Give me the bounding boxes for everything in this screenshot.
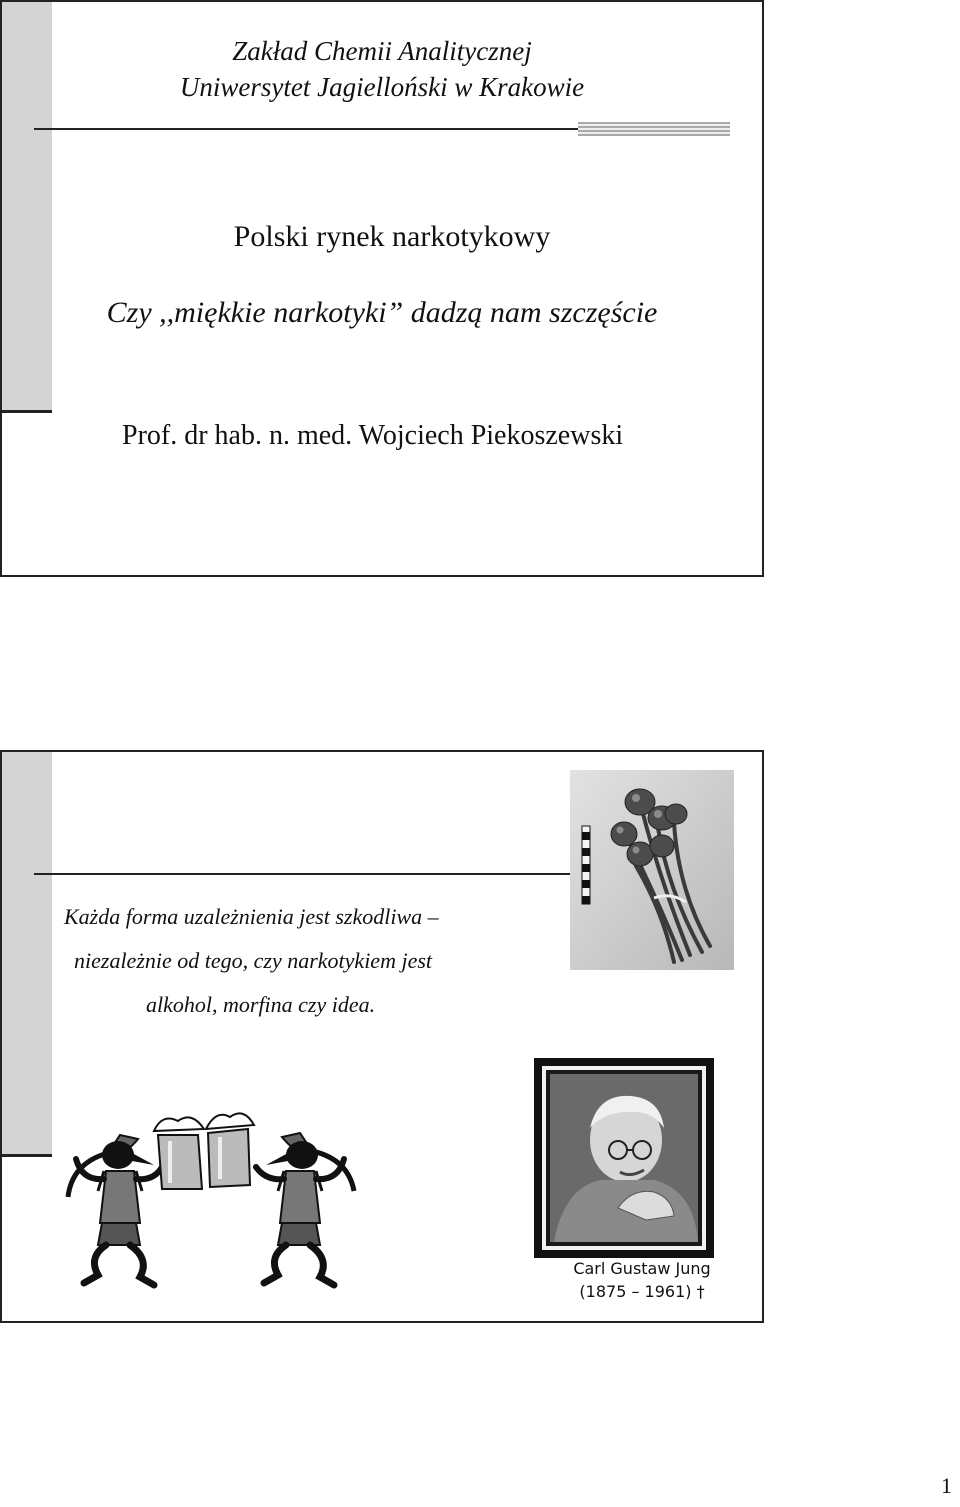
beer-mugs bbox=[154, 1113, 254, 1189]
quote-line-2: niezależnie od tego, czy narkotykiem jest bbox=[74, 948, 433, 973]
institution-line-2: Uniwersytet Jagielloński w Krakowie bbox=[179, 72, 585, 102]
quote-line-3: alkohol, morfina czy idea. bbox=[146, 992, 376, 1017]
slide-1 bbox=[0, 0, 764, 577]
quote-line-1: Każda forma uzależnienia jest szkodliwa – bbox=[64, 904, 439, 929]
slide-subtitle: Czy ,,miękkie narkotyki” dadzą nam szczęście bbox=[106, 296, 658, 329]
carl-jung-portrait bbox=[534, 1058, 714, 1258]
author-line: Prof. dr hab. n. med. Wojciech Piekoszewski bbox=[122, 420, 624, 451]
side-bar-tick bbox=[2, 410, 52, 413]
dancing-figures-clipart bbox=[58, 1107, 364, 1292]
poppy-photo bbox=[570, 770, 734, 970]
page-number: 1 bbox=[941, 1473, 952, 1498]
header-rule bbox=[34, 873, 574, 875]
slide-title: Polski rynek narkotykowy bbox=[233, 220, 551, 253]
portrait-caption-years: (1875 – 1961) † bbox=[579, 1282, 705, 1301]
left-figure bbox=[68, 1135, 162, 1285]
slide-side-bar bbox=[2, 752, 52, 1157]
right-figure bbox=[256, 1133, 354, 1285]
header-stripes bbox=[578, 122, 730, 136]
side-bar-tick bbox=[2, 1154, 52, 1157]
slide-2 bbox=[0, 750, 764, 1323]
institution-line-1: Zakład Chemii Analitycznej bbox=[232, 36, 532, 66]
slide-side-bar bbox=[2, 2, 52, 412]
portrait-caption bbox=[546, 1257, 738, 1303]
portrait-caption-name: Carl Gustaw Jung bbox=[573, 1259, 711, 1278]
